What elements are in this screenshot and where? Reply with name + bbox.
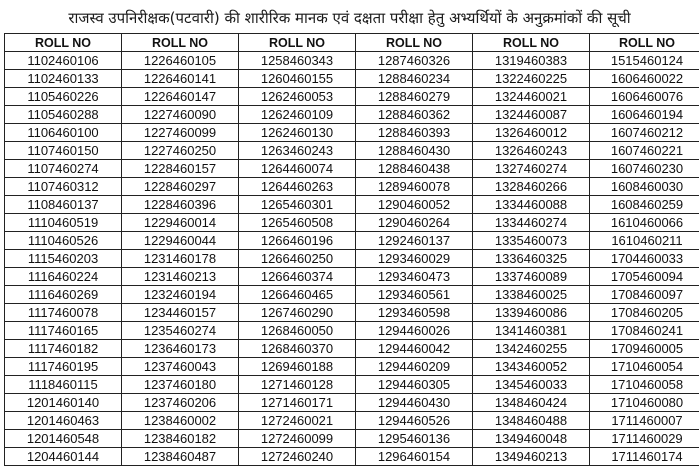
roll-number-cell: 1117460182: [5, 340, 122, 358]
roll-number-cell: 1288460362: [356, 106, 473, 124]
roll-number-cell: 1704460033: [590, 250, 699, 268]
roll-number-cell: 1349460048: [473, 430, 590, 448]
document-title: राजस्व उपनिरीक्षक(पटवारी) की शारीरिक मानक एवं दक्षता परीक्षा हेतु अभ्यर्थियों के अनुक्रमांकों की सूची: [68, 9, 631, 27]
roll-number-cell: 1106460100: [5, 124, 122, 142]
roll-number-cell: 1607460230: [590, 160, 699, 178]
roll-number-cell: 1293460473: [356, 268, 473, 286]
roll-number-cell: 1348460488: [473, 412, 590, 430]
roll-number-cell: 1107460274: [5, 160, 122, 178]
roll-number-cell: 1102460106: [5, 52, 122, 70]
roll-number-cell: 1606460194: [590, 106, 699, 124]
roll-number-cell: 1269460188: [239, 358, 356, 376]
table-row: [5, 214, 699, 232]
roll-number-cell: 1334460274: [473, 214, 590, 232]
roll-number-cell: 1608460030: [590, 178, 699, 196]
roll-number-cell: 1606460076: [590, 88, 699, 106]
roll-number-cell: 1335460073: [473, 232, 590, 250]
roll-number-cell: 1115460203: [5, 250, 122, 268]
roll-number-cell: 1265460301: [239, 196, 356, 214]
roll-number-cell: 1288460438: [356, 160, 473, 178]
roll-number-cell: 1268460050: [239, 322, 356, 340]
roll-number-cell: 1293460029: [356, 250, 473, 268]
roll-number-cell: 1610460211: [590, 232, 699, 250]
roll-number-cell: 1288460234: [356, 70, 473, 88]
roll-number-cell: 1294460042: [356, 340, 473, 358]
roll-number-cell: 1271460128: [239, 376, 356, 394]
roll-number-cell: 1236460173: [122, 340, 239, 358]
roll-number-cell: 1229460044: [122, 232, 239, 250]
roll-number-cell: 1326460243: [473, 142, 590, 160]
roll-number-cell: 1105460288: [5, 106, 122, 124]
roll-number-cell: 1710460058: [590, 376, 699, 394]
roll-number-cell: 1118460115: [5, 376, 122, 394]
header-row: [5, 34, 699, 52]
roll-number-cell: 1326460012: [473, 124, 590, 142]
roll-number-cell: 1290460264: [356, 214, 473, 232]
table-row: [5, 412, 699, 430]
roll-number-cell: 1328460266: [473, 178, 590, 196]
roll-number-cell: 1705460094: [590, 268, 699, 286]
roll-number-cell: 1260460155: [239, 70, 356, 88]
roll-number-cell: 1336460325: [473, 250, 590, 268]
roll-number-cell: 1231460213: [122, 268, 239, 286]
table-row: [5, 268, 699, 286]
roll-number-cell: 1268460370: [239, 340, 356, 358]
roll-number-cell: 1116460224: [5, 268, 122, 286]
roll-number-cell: 1262460053: [239, 88, 356, 106]
table-row: [5, 430, 699, 448]
table-row: [5, 178, 699, 196]
table-row: [5, 448, 699, 466]
roll-number-cell: 1288460279: [356, 88, 473, 106]
roll-number-cell: 1228460157: [122, 160, 239, 178]
roll-number-cell: 1228460396: [122, 196, 239, 214]
roll-number-cell: 1229460014: [122, 214, 239, 232]
roll-number-cell: 1237460180: [122, 376, 239, 394]
table-row: [5, 196, 699, 214]
roll-number-cell: 1608460259: [590, 196, 699, 214]
column-header: ROLL NO: [590, 34, 699, 52]
table-row: [5, 106, 699, 124]
table-row: [5, 304, 699, 322]
roll-number-cell: 1272460240: [239, 448, 356, 466]
roll-number-cell: 1294460430: [356, 394, 473, 412]
roll-number-cell: 1710460054: [590, 358, 699, 376]
roll-number-cell: 1231460178: [122, 250, 239, 268]
table-row: [5, 88, 699, 106]
roll-number-cell: 1296460154: [356, 448, 473, 466]
table-body: [5, 52, 699, 466]
roll-number-cell: 1607460221: [590, 142, 699, 160]
roll-number-cell: 1708460205: [590, 304, 699, 322]
roll-number-cell: 1319460383: [473, 52, 590, 70]
roll-number-cell: 1201460140: [5, 394, 122, 412]
roll-number-cell: 1334460088: [473, 196, 590, 214]
roll-number-cell: 1117460195: [5, 358, 122, 376]
roll-number-cell: 1293460561: [356, 286, 473, 304]
roll-number-cell: 1262460130: [239, 124, 356, 142]
roll-number-cell: 1226460105: [122, 52, 239, 70]
table-row: [5, 70, 699, 88]
table-row: [5, 142, 699, 160]
roll-number-cell: 1708460097: [590, 286, 699, 304]
column-header: ROLL NO: [239, 34, 356, 52]
roll-number-cell: 1232460194: [122, 286, 239, 304]
roll-number-cell: 1117460165: [5, 322, 122, 340]
roll-number-cell: 1107460312: [5, 178, 122, 196]
roll-number-cell: 1266460374: [239, 268, 356, 286]
roll-number-cell: 1234460157: [122, 304, 239, 322]
roll-number-cell: 1226460147: [122, 88, 239, 106]
column-header: ROLL NO: [5, 34, 122, 52]
table-row: [5, 250, 699, 268]
roll-number-cell: 1292460137: [356, 232, 473, 250]
roll-number-cell: 1108460137: [5, 196, 122, 214]
roll-number-cell: 1238460002: [122, 412, 239, 430]
roll-number-cell: 1117460078: [5, 304, 122, 322]
roll-number-cell: 1710460080: [590, 394, 699, 412]
roll-number-cell: 1262460109: [239, 106, 356, 124]
table-row: [5, 358, 699, 376]
roll-number-cell: 1265460508: [239, 214, 356, 232]
roll-number-cell: 1110460526: [5, 232, 122, 250]
roll-number-cell: 1227460099: [122, 124, 239, 142]
roll-number-cell: 1258460343: [239, 52, 356, 70]
roll-number-cell: 1348460424: [473, 394, 590, 412]
roll-number-cell: 1610460066: [590, 214, 699, 232]
table-header: [5, 34, 699, 52]
roll-number-cell: 1226460141: [122, 70, 239, 88]
roll-number-cell: 1341460381: [473, 322, 590, 340]
roll-number-cell: 1105460226: [5, 88, 122, 106]
column-header: ROLL NO: [356, 34, 473, 52]
roll-number-cell: 1272460021: [239, 412, 356, 430]
table-row: [5, 232, 699, 250]
roll-number-cell: 1201460548: [5, 430, 122, 448]
roll-number-cell: 1116460269: [5, 286, 122, 304]
table-row: [5, 160, 699, 178]
roll-number-cell: 1607460212: [590, 124, 699, 142]
roll-number-cell: 1295460136: [356, 430, 473, 448]
roll-number-cell: 1272460099: [239, 430, 356, 448]
roll-number-cell: 1266460465: [239, 286, 356, 304]
roll-number-cell: 1237460206: [122, 394, 239, 412]
roll-number-cell: 1107460150: [5, 142, 122, 160]
roll-number-cell: 1201460463: [5, 412, 122, 430]
table-row: [5, 394, 699, 412]
roll-number-cell: 1238460182: [122, 430, 239, 448]
roll-number-cell: 1227460090: [122, 106, 239, 124]
roll-number-cell: 1227460250: [122, 142, 239, 160]
table-row: [5, 124, 699, 142]
column-header: ROLL NO: [473, 34, 590, 52]
roll-number-cell: 1204460144: [5, 448, 122, 466]
roll-number-cell: 1266460196: [239, 232, 356, 250]
roll-number-cell: 1110460519: [5, 214, 122, 232]
roll-number-cell: 1343460052: [473, 358, 590, 376]
roll-number-cell: 1338460025: [473, 286, 590, 304]
roll-number-cell: 1322460225: [473, 70, 590, 88]
roll-number-table: [4, 33, 699, 466]
roll-number-cell: 1324460021: [473, 88, 590, 106]
table-row: [5, 52, 699, 70]
roll-number-cell: 1293460598: [356, 304, 473, 322]
roll-number-cell: 1708460241: [590, 322, 699, 340]
roll-number-cell: 1264460074: [239, 160, 356, 178]
roll-number-cell: 1711460007: [590, 412, 699, 430]
roll-number-cell: 1102460133: [5, 70, 122, 88]
roll-number-cell: 1263460243: [239, 142, 356, 160]
roll-number-cell: 1339460086: [473, 304, 590, 322]
table-row: [5, 340, 699, 358]
roll-number-cell: 1327460274: [473, 160, 590, 178]
roll-number-cell: 1271460171: [239, 394, 356, 412]
roll-number-cell: 1290460052: [356, 196, 473, 214]
roll-number-cell: 1235460274: [122, 322, 239, 340]
roll-number-cell: 1515460124: [590, 52, 699, 70]
table-row: [5, 286, 699, 304]
roll-number-cell: 1606460022: [590, 70, 699, 88]
roll-number-cell: 1264460263: [239, 178, 356, 196]
roll-number-cell: 1294460305: [356, 376, 473, 394]
roll-number-cell: 1709460005: [590, 340, 699, 358]
roll-number-cell: 1342460255: [473, 340, 590, 358]
roll-number-cell: 1288460393: [356, 124, 473, 142]
roll-number-cell: 1237460043: [122, 358, 239, 376]
roll-number-cell: 1266460250: [239, 250, 356, 268]
roll-number-cell: 1324460087: [473, 106, 590, 124]
roll-number-cell: 1337460089: [473, 268, 590, 286]
roll-number-cell: 1349460213: [473, 448, 590, 466]
roll-number-cell: 1711460174: [590, 448, 699, 466]
roll-number-cell: 1289460078: [356, 178, 473, 196]
roll-number-cell: 1345460033: [473, 376, 590, 394]
roll-number-cell: 1288460430: [356, 142, 473, 160]
roll-number-cell: 1287460326: [356, 52, 473, 70]
roll-number-cell: 1294460209: [356, 358, 473, 376]
roll-number-cell: 1267460290: [239, 304, 356, 322]
roll-number-cell: 1238460487: [122, 448, 239, 466]
table-row: [5, 376, 699, 394]
roll-number-cell: 1711460029: [590, 430, 699, 448]
column-header: ROLL NO: [122, 34, 239, 52]
roll-number-cell: 1294460526: [356, 412, 473, 430]
table-row: [5, 322, 699, 340]
roll-number-cell: 1294460026: [356, 322, 473, 340]
roll-number-cell: 1228460297: [122, 178, 239, 196]
